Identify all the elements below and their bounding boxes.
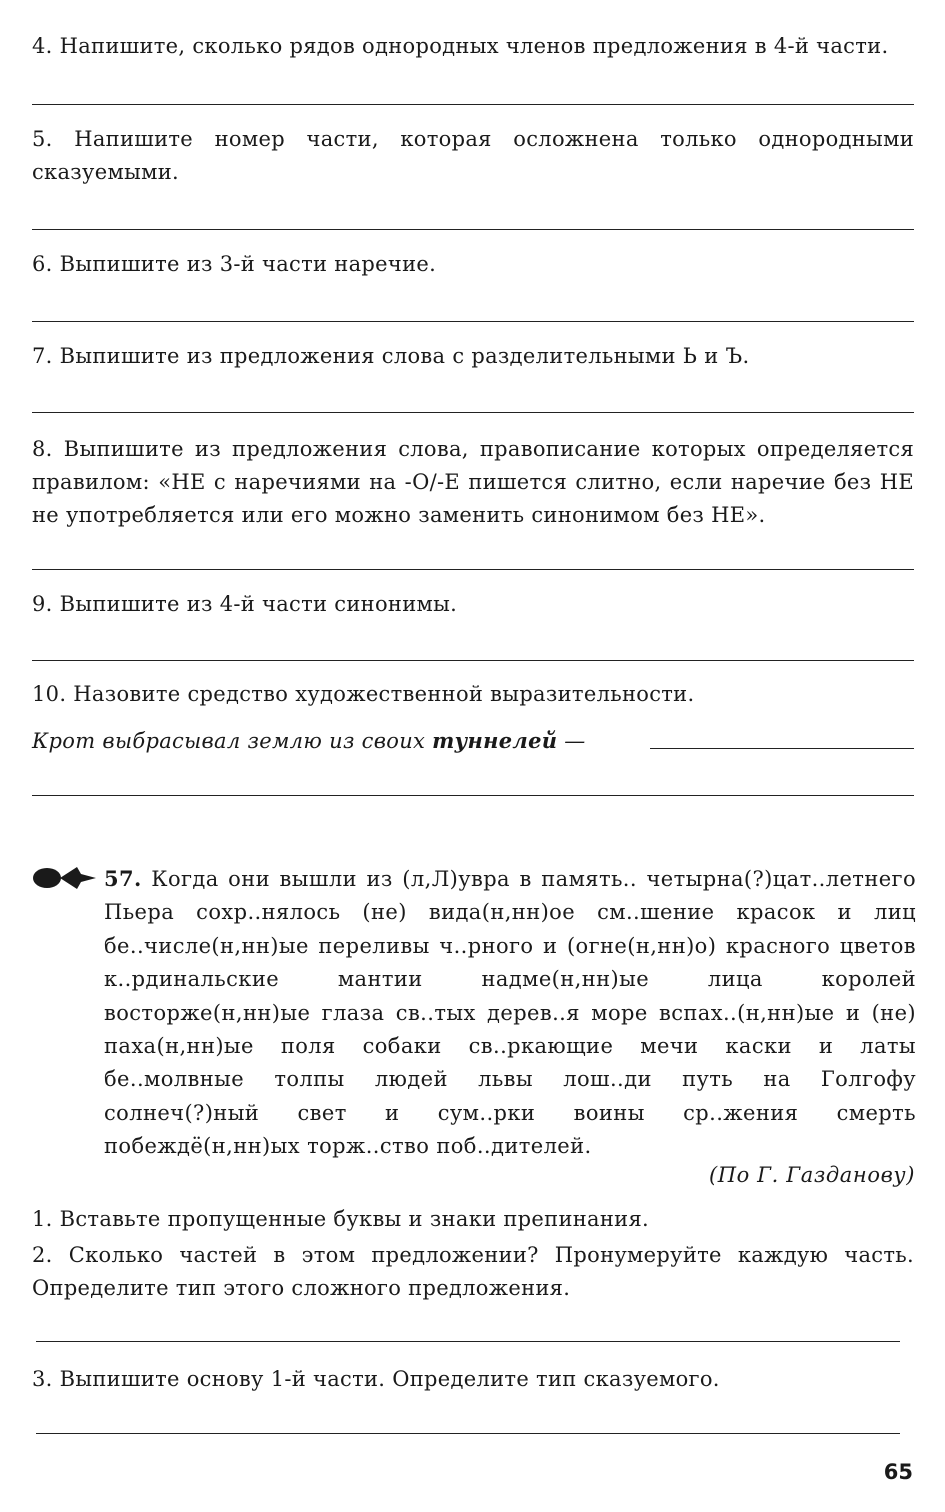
page-number: 65	[883, 1460, 913, 1484]
example-bold-word: туннелей	[432, 728, 558, 753]
answer-line[interactable]	[32, 795, 914, 796]
question-8: 8. Выпишите из предложения слова, правописание которых определяется правилом: «НЕ с наречиями на -О/-Е пишется слитно, если наречие без НЕ не употребляется или его можно заменить синонимом без НЕ».	[32, 437, 914, 527]
task-2: 2. Сколько частей в этом предложении? Пронумеруйте каждую часть. Определите тип этого сложного предложения.	[32, 1243, 914, 1300]
answer-line[interactable]	[650, 748, 914, 749]
question-9: 9. Выпишите из 4-й части синонимы.	[32, 592, 458, 616]
question-4: 4. Напишите, сколько рядов однородных членов предложения в 4-й части.	[32, 34, 889, 58]
example-sentence	[32, 724, 632, 758]
exercise-marker-icon	[30, 866, 100, 890]
answer-line[interactable]	[32, 229, 914, 230]
question-6: 6. Выпишите из 3-й части наречие.	[32, 252, 437, 276]
answer-line[interactable]	[32, 569, 914, 570]
answer-line[interactable]	[36, 1433, 900, 1434]
example-dash: —	[557, 729, 586, 753]
question-5: 5. Напишите номер части, которая осложнена только однородными сказуемыми.	[32, 127, 914, 184]
exercise-57-text	[104, 862, 916, 1164]
answer-line[interactable]	[32, 660, 914, 661]
answer-line[interactable]	[32, 412, 914, 413]
task-1: 1. Вставьте пропущенные буквы и знаки препинания.	[32, 1207, 649, 1231]
question-7: 7. Выпишите из предложения слова с разделительными Ь и Ъ.	[32, 344, 750, 368]
answer-line[interactable]	[32, 321, 914, 322]
exercise-body: Когда они вышли из (л,Л)увра в память.. четырна(?)цат..летнего Пьера сохр..нялось (не) вида(н,нн)ое см..шение красок и лиц бе..числе(н,нн)ые переливы ч..рного и (огне(н,нн)о) красного цветов к..рдинальские мантии надме(н,нн)ые лица королей восторже(н,нн)ые глаза св..тых дерев..я море вспах..(н,нн)ые и (не) паха(н,нн)ые поля собаки св..ркающие мечи каски и латы бе..молвные толпы людей львы лош..ди путь на Голгофу солнеч(?)ный свет и сум..рки воины ср..жения смерть побеждё(н,нн)ых торж..ство поб..дителей.	[104, 867, 916, 1159]
answer-line[interactable]	[32, 104, 914, 105]
answer-line[interactable]	[36, 1341, 900, 1342]
task-3: 3. Выпишите основу 1-й части. Определите тип сказуемого.	[32, 1367, 720, 1391]
question-10: 10. Назовите средство художественной выразительности.	[32, 682, 695, 706]
example-lead: Крот выбрасывал землю из своих	[32, 729, 433, 753]
source-attribution: (По Г. Газданову)	[708, 1163, 915, 1187]
exercise-number: 57.	[104, 866, 142, 891]
